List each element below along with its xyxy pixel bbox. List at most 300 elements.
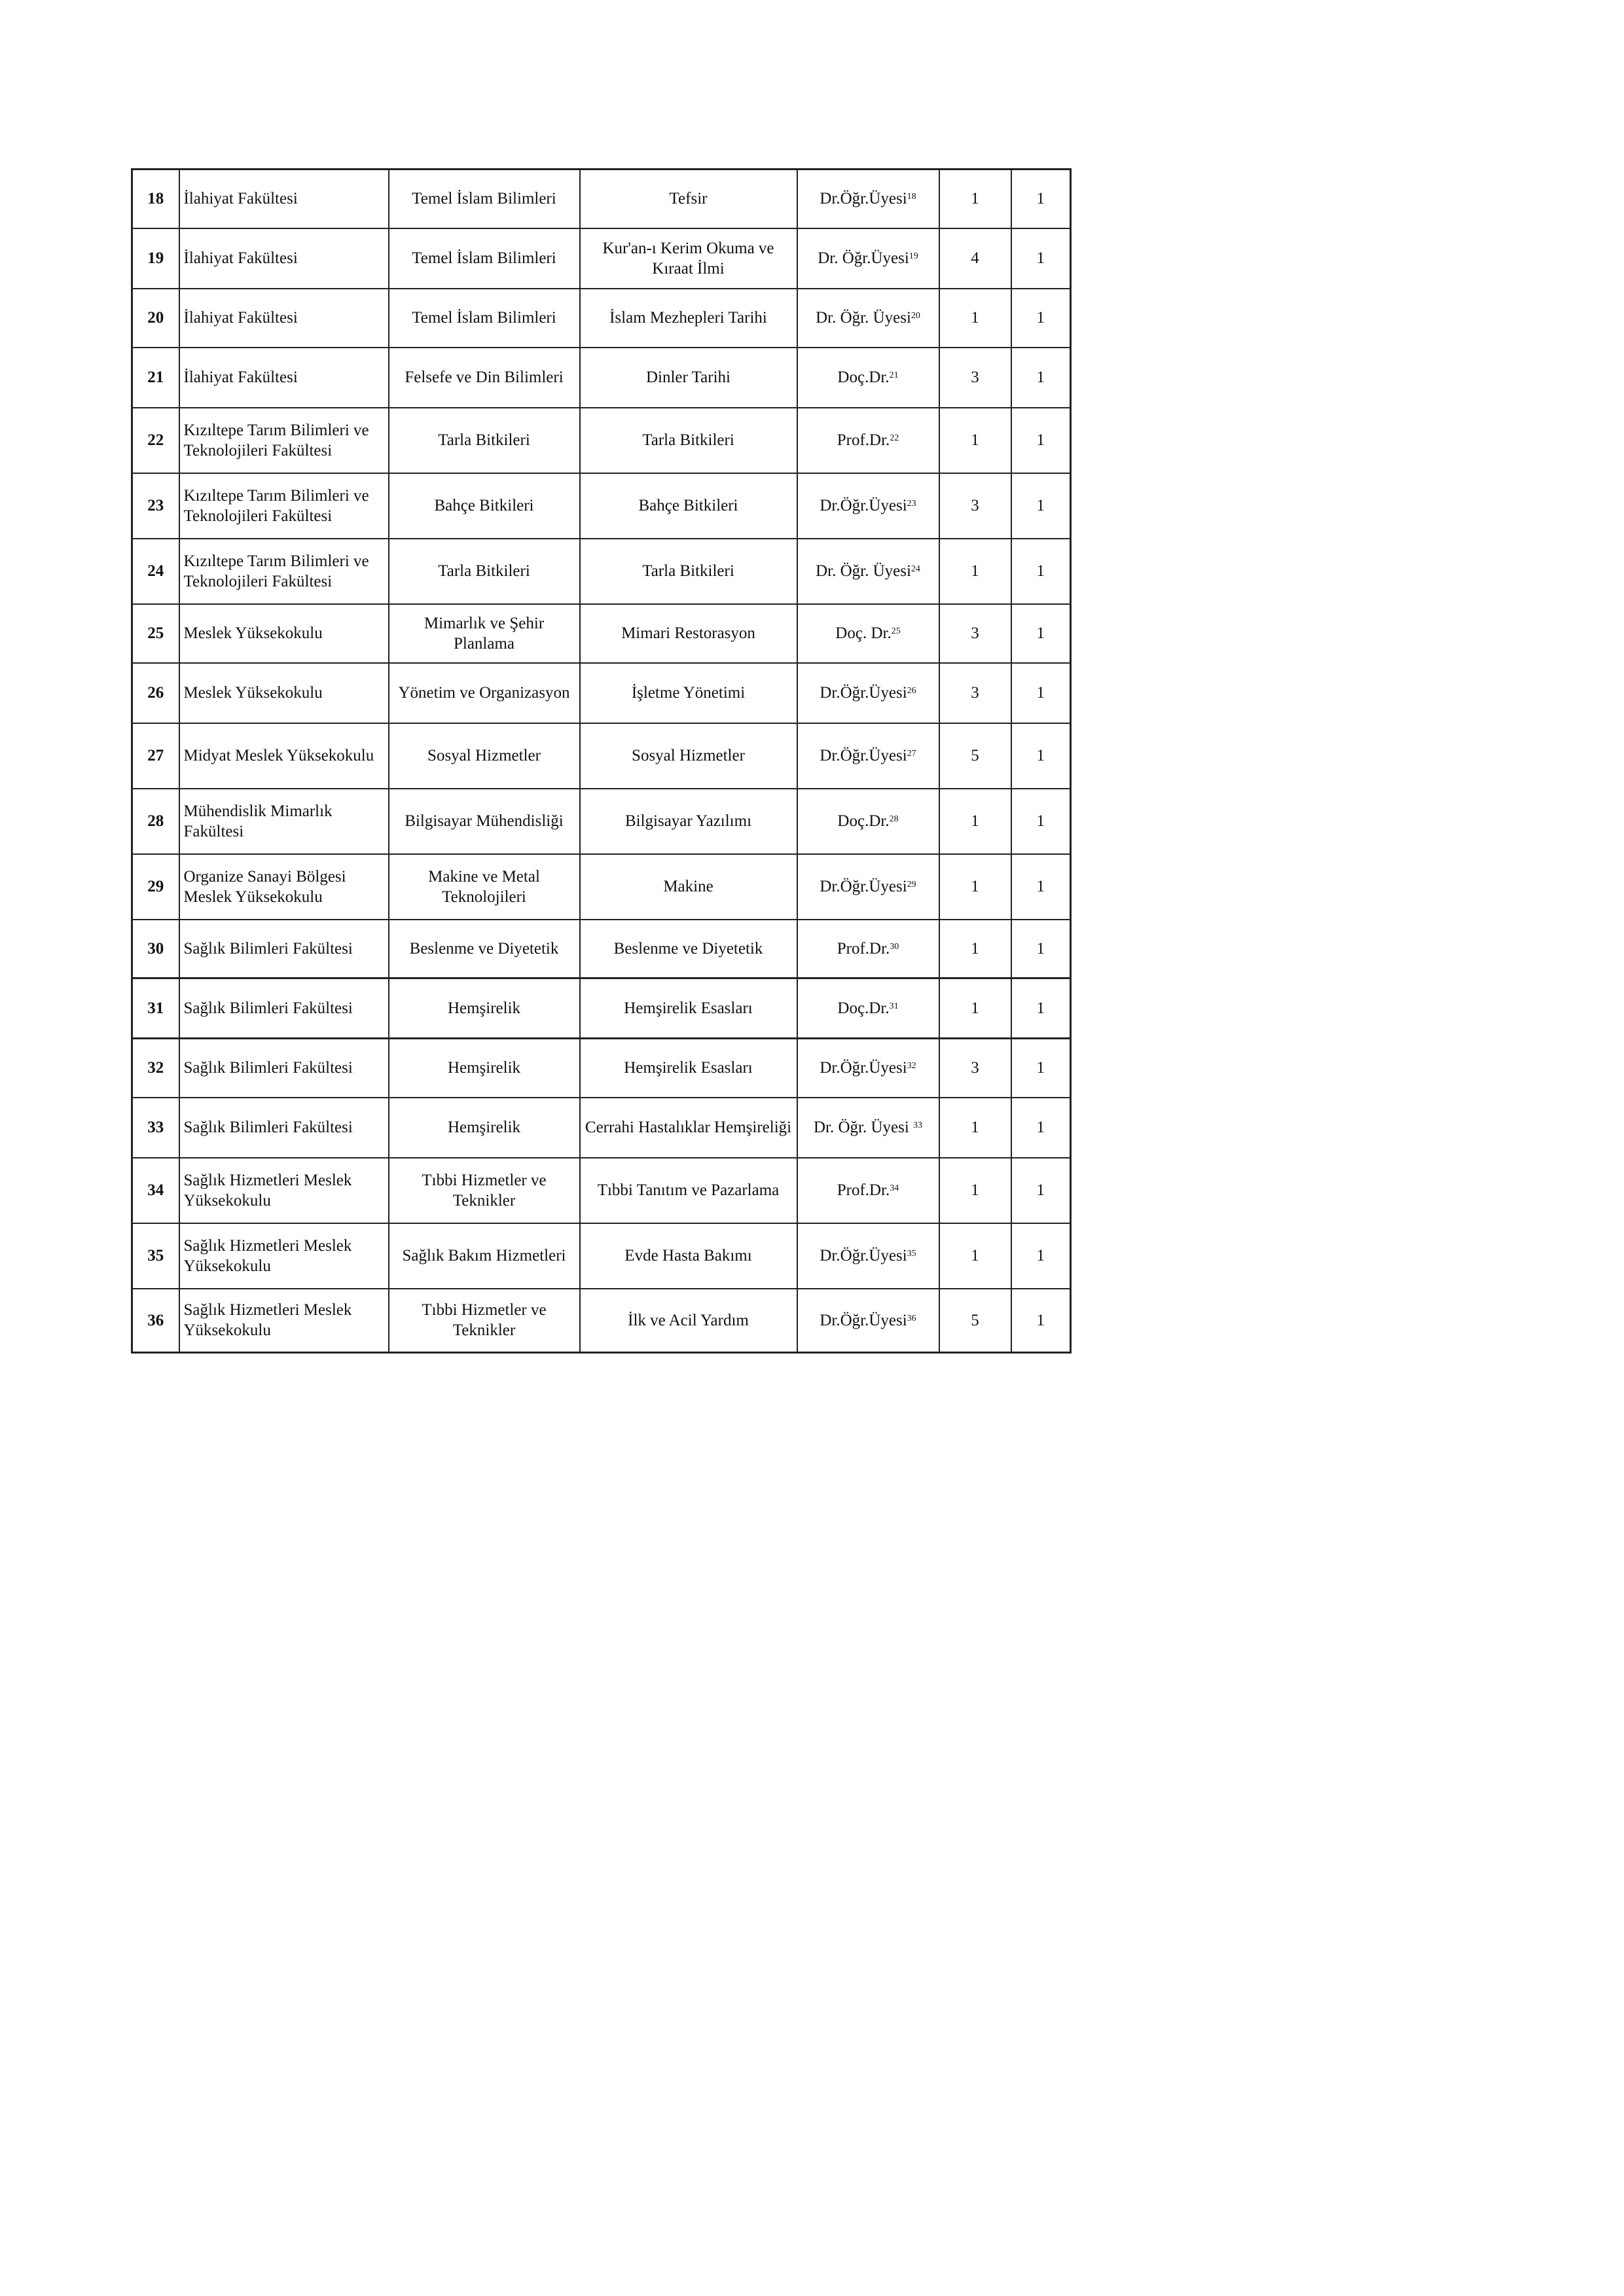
title-cell-text: Dr.Öğr.Üyesi [820, 684, 907, 702]
row-number-text: 19 [147, 249, 164, 267]
announcement-cell-text: 1 [1036, 1311, 1045, 1329]
department-cell-text: Hemşirelik [447, 1059, 521, 1077]
unit-cell-text: Midyat Meslek Yüksekokulu [183, 747, 374, 764]
department-cell [389, 1158, 580, 1223]
title-cell [797, 978, 939, 1039]
area-cell [580, 289, 797, 348]
department-cell [389, 978, 580, 1039]
row-number-text: 23 [147, 497, 164, 514]
department-cell [389, 408, 580, 473]
count-cell-text: 1 [971, 878, 979, 895]
area-cell-text: Beslenme ve Diyetetik [613, 939, 763, 958]
table-row [132, 920, 1071, 978]
positions-table-body [132, 170, 1071, 1353]
row-number [132, 228, 179, 289]
announcement-cell-text: 1 [1036, 431, 1045, 449]
table-row [132, 170, 1071, 228]
department-cell [389, 1098, 580, 1158]
row-number [132, 1098, 179, 1158]
row-number [132, 604, 179, 663]
footnote-marker: 18 [907, 192, 916, 202]
row-number [132, 1039, 179, 1098]
unit-cell-text: Kızıltepe Tarım Bilimleri ve Teknolojileri Fakültesi [183, 421, 369, 459]
table-row [132, 539, 1071, 604]
announcement-cell [1011, 920, 1071, 978]
announcement-cell [1011, 1289, 1071, 1353]
row-number-text: 31 [147, 999, 164, 1017]
title-cell [797, 408, 939, 473]
title-cell [797, 1098, 939, 1158]
announcement-cell [1011, 723, 1071, 789]
row-number [132, 539, 179, 604]
department-cell-text: Temel İslam Bilimleri [412, 190, 556, 208]
announcement-cell-text: 1 [1036, 812, 1045, 830]
row-number-text: 25 [147, 624, 164, 642]
announcement-cell [1011, 604, 1071, 663]
area-cell [580, 348, 797, 408]
announcement-cell-text: 1 [1036, 562, 1045, 580]
announcement-cell [1011, 408, 1071, 473]
row-number-text: 26 [147, 684, 164, 702]
table-row [132, 1098, 1071, 1158]
unit-cell [179, 854, 389, 920]
footnote-marker: 30 [890, 941, 899, 952]
announcement-cell [1011, 289, 1071, 348]
row-number [132, 723, 179, 789]
title-cell-text: Dr. Öğr. Üyesi [813, 1119, 914, 1136]
row-number [132, 1289, 179, 1353]
title-cell [797, 348, 939, 408]
department-cell-text: Temel İslam Bilimleri [412, 249, 556, 267]
department-cell [389, 663, 580, 723]
area-cell [580, 854, 797, 920]
unit-cell-text: Meslek Yüksekokulu [183, 684, 323, 702]
count-cell-text: 1 [971, 562, 979, 580]
count-cell [939, 663, 1011, 723]
unit-cell [179, 408, 389, 473]
area-cell [580, 1289, 797, 1353]
count-cell [939, 539, 1011, 604]
title-cell-text: Dr. Öğr. Üyesi [816, 309, 911, 327]
unit-cell [179, 170, 389, 228]
announcement-cell-text: 1 [1036, 1247, 1045, 1265]
area-cell-text: Tıbbi Tanıtım ve Pazarlama [597, 1181, 780, 1199]
table-row [132, 854, 1071, 920]
count-cell-text: 1 [971, 812, 979, 830]
announcement-cell-text: 1 [1036, 939, 1045, 958]
count-cell [939, 1289, 1011, 1353]
department-cell-text: Beslenme ve Diyetetik [409, 939, 559, 958]
area-cell [580, 408, 797, 473]
row-number-text: 24 [147, 562, 164, 580]
department-cell-text: Tarla Bitkileri [438, 562, 530, 580]
title-cell-text: Prof.Dr. [837, 431, 890, 449]
unit-cell-text: İlahiyat Fakültesi [183, 368, 298, 386]
department-cell-text: Felsefe ve Din Bilimleri [405, 368, 564, 386]
unit-cell [179, 348, 389, 408]
table-row [132, 789, 1071, 854]
department-cell-text: Temel İslam Bilimleri [412, 309, 556, 327]
announcement-cell-text: 1 [1036, 1119, 1045, 1136]
count-cell [939, 473, 1011, 539]
title-cell [797, 723, 939, 789]
footnote-marker: 32 [907, 1061, 916, 1071]
department-cell-text: Bilgisayar Mühendisliği [405, 812, 564, 830]
count-cell-text: 5 [971, 747, 979, 764]
unit-cell [179, 920, 389, 978]
area-cell [580, 170, 797, 228]
title-cell [797, 170, 939, 228]
unit-cell [179, 604, 389, 663]
unit-cell-text: Organize Sanayi Bölgesi Meslek Yüksekokulu [183, 867, 346, 906]
row-number-text: 20 [147, 309, 164, 327]
title-cell [797, 228, 939, 289]
department-cell-text: Yönetim ve Organizasyon [398, 684, 570, 702]
unit-cell-text: Kızıltepe Tarım Bilimleri ve Teknolojileri Fakültesi [183, 552, 369, 590]
area-cell [580, 604, 797, 663]
announcement-cell-text: 1 [1036, 747, 1045, 764]
row-number-text: 22 [147, 431, 164, 449]
row-number-text: 18 [147, 190, 164, 208]
area-cell-text: Dinler Tarihi [645, 368, 731, 386]
area-cell-text: Tarla Bitkileri [642, 562, 734, 580]
title-cell [797, 539, 939, 604]
count-cell [939, 289, 1011, 348]
row-number-text: 32 [147, 1059, 164, 1077]
footnote-marker: 21 [889, 370, 899, 380]
unit-cell-text: Meslek Yüksekokulu [183, 624, 323, 642]
unit-cell-text: Sağlık Bilimleri Fakültesi [183, 939, 353, 958]
unit-cell-text: İlahiyat Fakültesi [183, 190, 298, 208]
row-number [132, 408, 179, 473]
title-cell-text: Dr. Öğr. Üyesi [816, 562, 911, 580]
area-cell-text: Evde Hasta Bakımı [624, 1247, 752, 1265]
count-cell-text: 3 [971, 1059, 979, 1077]
title-cell-text: Prof.Dr. [837, 1181, 890, 1199]
title-cell-text: Dr.Öğr.Üyesi [820, 190, 907, 208]
table-row [132, 1039, 1071, 1098]
row-number-text: 29 [147, 878, 164, 895]
announcement-cell [1011, 978, 1071, 1039]
announcement-cell-text: 1 [1036, 309, 1045, 327]
area-cell-text: Makine [663, 878, 713, 895]
table-row [132, 723, 1071, 789]
department-cell [389, 170, 580, 228]
table-row [132, 663, 1071, 723]
row-number [132, 978, 179, 1039]
title-cell-text: Doç. Dr. [835, 624, 892, 642]
area-cell [580, 789, 797, 854]
unit-cell [179, 723, 389, 789]
footnote-marker: 23 [907, 499, 916, 509]
count-cell [939, 789, 1011, 854]
announcement-cell [1011, 170, 1071, 228]
area-cell-text: Bahçe Bitkileri [638, 497, 738, 514]
announcement-cell [1011, 473, 1071, 539]
unit-cell-text: Sağlık Hizmetleri Meslek Yüksekokulu [183, 1301, 352, 1340]
title-cell-text: Doç.Dr. [837, 999, 890, 1017]
unit-cell [179, 1289, 389, 1353]
footnote-marker: 27 [907, 749, 916, 759]
unit-cell [179, 1158, 389, 1223]
title-cell-text: Doç.Dr. [837, 812, 890, 830]
unit-cell [179, 289, 389, 348]
title-cell-text: Dr.Öğr.Üyesi [820, 878, 907, 895]
row-number [132, 920, 179, 978]
department-cell-text: Tıbbi Hizmetler ve Teknikler [422, 1301, 547, 1340]
department-cell [389, 1223, 580, 1289]
announcement-cell-text: 1 [1036, 1181, 1045, 1199]
row-number [132, 789, 179, 854]
footnote-marker: 36 [907, 1313, 916, 1323]
table-row [132, 289, 1071, 348]
row-number [132, 473, 179, 539]
footnote-marker: 26 [907, 686, 916, 696]
row-number [132, 348, 179, 408]
area-cell [580, 473, 797, 539]
unit-cell-text: Sağlık Bilimleri Fakültesi [183, 1119, 353, 1136]
title-cell [797, 289, 939, 348]
area-cell-text: Hemşirelik Esasları [624, 1059, 753, 1077]
department-cell-text: Tarla Bitkileri [438, 431, 530, 449]
count-cell-text: 1 [971, 1247, 979, 1265]
footnote-marker: 34 [890, 1183, 899, 1193]
count-cell-text: 1 [971, 309, 979, 327]
unit-cell-text: Kızıltepe Tarım Bilimleri ve Teknolojileri Fakültesi [183, 486, 369, 525]
table-row [132, 348, 1071, 408]
title-cell-text: Dr.Öğr.Üyesi [820, 1247, 907, 1265]
department-cell-text: Makine ve Metal Teknolojileri [428, 867, 540, 906]
count-cell-text: 1 [971, 939, 979, 958]
department-cell [389, 789, 580, 854]
announcement-cell [1011, 854, 1071, 920]
announcement-cell-text: 1 [1036, 878, 1045, 895]
announcement-cell [1011, 1223, 1071, 1289]
title-cell [797, 473, 939, 539]
unit-cell-text: Mühendislik Mimarlık Fakültesi [183, 802, 333, 840]
unit-cell-text: Sağlık Bilimleri Fakültesi [183, 1059, 353, 1077]
row-number [132, 1158, 179, 1223]
department-cell [389, 228, 580, 289]
table-row [132, 408, 1071, 473]
unit-cell [179, 228, 389, 289]
area-cell [580, 1158, 797, 1223]
department-cell [389, 604, 580, 663]
unit-cell [179, 663, 389, 723]
area-cell [580, 723, 797, 789]
department-cell [389, 539, 580, 604]
department-cell [389, 723, 580, 789]
area-cell [580, 1223, 797, 1289]
footnote-marker: 25 [891, 626, 901, 636]
unit-cell-text: Sağlık Bilimleri Fakültesi [183, 999, 353, 1017]
count-cell-text: 1 [971, 431, 979, 449]
announcement-cell [1011, 663, 1071, 723]
count-cell-text: 3 [971, 684, 979, 702]
title-cell [797, 920, 939, 978]
area-cell-text: Tefsir [669, 190, 708, 208]
announcement-cell [1011, 1098, 1071, 1158]
area-cell-text: Sosyal Hizmetler [632, 747, 745, 764]
announcement-cell [1011, 539, 1071, 604]
title-cell-text: Prof.Dr. [837, 939, 890, 958]
area-cell-text: İşletme Yönetimi [631, 684, 746, 702]
announcement-cell [1011, 228, 1071, 289]
row-number-text: 36 [147, 1311, 164, 1329]
announcement-cell-text: 1 [1036, 497, 1045, 514]
title-cell [797, 789, 939, 854]
department-cell [389, 1039, 580, 1098]
row-number-text: 35 [147, 1247, 164, 1265]
row-number [132, 663, 179, 723]
area-cell [580, 663, 797, 723]
table-row [132, 978, 1071, 1039]
area-cell-text: Kur'an-ı Kerim Okuma ve Kıraat İlmi [602, 239, 774, 278]
announcement-cell-text: 1 [1036, 1059, 1045, 1077]
row-number-text: 27 [147, 747, 164, 764]
department-cell [389, 473, 580, 539]
announcement-cell-text: 1 [1036, 999, 1045, 1017]
count-cell-text: 3 [971, 368, 979, 386]
title-cell [797, 1158, 939, 1223]
area-cell [580, 1098, 797, 1158]
unit-cell-text: Sağlık Hizmetleri Meslek Yüksekokulu [183, 1171, 352, 1210]
count-cell-text: 4 [971, 249, 979, 267]
title-cell [797, 1289, 939, 1353]
announcement-cell [1011, 348, 1071, 408]
row-number [132, 854, 179, 920]
department-cell [389, 854, 580, 920]
area-cell [580, 539, 797, 604]
unit-cell-text: İlahiyat Fakültesi [183, 249, 298, 267]
footnote-marker: 31 [889, 1001, 899, 1011]
area-cell [580, 228, 797, 289]
count-cell-text: 1 [971, 1119, 979, 1136]
footnote-marker: 24 [911, 564, 920, 574]
count-cell-text: 1 [971, 190, 979, 208]
announcement-cell-text: 1 [1036, 624, 1045, 642]
announcement-cell [1011, 1039, 1071, 1098]
title-cell-text: Doç.Dr. [837, 368, 890, 386]
footnote-marker: 20 [911, 311, 920, 321]
title-cell-text: Dr.Öğr.Üyesi [820, 497, 907, 514]
area-cell-text: Hemşirelik Esasları [624, 999, 753, 1017]
area-cell-text: Bilgisayar Yazılımı [624, 812, 752, 830]
announcement-cell [1011, 789, 1071, 854]
count-cell [939, 1098, 1011, 1158]
unit-cell [179, 473, 389, 539]
unit-cell-text: İlahiyat Fakültesi [183, 309, 298, 327]
positions-table [131, 168, 1072, 1354]
unit-cell [179, 539, 389, 604]
count-cell-text: 1 [971, 1181, 979, 1199]
count-cell [939, 228, 1011, 289]
department-cell [389, 348, 580, 408]
area-cell [580, 920, 797, 978]
department-cell-text: Hemşirelik [447, 1119, 521, 1136]
title-cell [797, 663, 939, 723]
title-cell-text: Dr.Öğr.Üyesi [820, 747, 907, 764]
count-cell [939, 1158, 1011, 1223]
department-cell-text: Bahçe Bitkileri [434, 497, 534, 514]
count-cell-text: 1 [971, 999, 979, 1017]
row-number-text: 28 [147, 812, 164, 830]
department-cell [389, 920, 580, 978]
department-cell [389, 289, 580, 348]
unit-cell [179, 1223, 389, 1289]
footnote-marker: 35 [907, 1249, 916, 1259]
unit-cell [179, 789, 389, 854]
area-cell-text: İlk ve Acil Yardım [628, 1311, 749, 1329]
title-cell-text: Dr.Öğr.Üyesi [820, 1311, 907, 1329]
department-cell-text: Tıbbi Hizmetler ve Teknikler [422, 1171, 547, 1210]
title-cell [797, 604, 939, 663]
row-number [132, 1223, 179, 1289]
announcement-cell [1011, 1158, 1071, 1223]
area-cell-text: Mimari Restorasyon [621, 624, 755, 642]
footnote-marker: 22 [890, 433, 899, 443]
title-cell [797, 1039, 939, 1098]
announcement-cell-text: 1 [1036, 249, 1045, 267]
row-number-text: 34 [147, 1181, 164, 1199]
count-cell [939, 170, 1011, 228]
count-cell-text: 3 [971, 497, 979, 514]
footnote-marker: 19 [909, 251, 918, 261]
area-cell [580, 978, 797, 1039]
table-row [132, 1158, 1071, 1223]
count-cell [939, 1039, 1011, 1098]
title-cell [797, 1223, 939, 1289]
count-cell [939, 1223, 1011, 1289]
row-number [132, 289, 179, 348]
table-row [132, 473, 1071, 539]
count-cell-text: 5 [971, 1311, 979, 1329]
count-cell [939, 408, 1011, 473]
table-row [132, 1289, 1071, 1353]
footnote-marker: 29 [907, 880, 916, 889]
row-number-text: 21 [147, 368, 164, 386]
department-cell-text: Mimarlık ve Şehir Planlama [424, 614, 545, 653]
area-cell-text: Tarla Bitkileri [642, 431, 734, 449]
table-row [132, 1223, 1071, 1289]
title-cell-text: Dr.Öğr.Üyesi [820, 1059, 907, 1077]
footnote-marker: 28 [889, 814, 899, 824]
unit-cell [179, 978, 389, 1039]
unit-cell [179, 1098, 389, 1158]
area-cell [580, 1039, 797, 1098]
row-number-text: 33 [147, 1119, 164, 1136]
table-row [132, 228, 1071, 289]
count-cell [939, 920, 1011, 978]
department-cell-text: Hemşirelik [447, 999, 521, 1017]
title-cell-text: Dr. Öğr.Üyesi [818, 249, 909, 267]
count-cell [939, 978, 1011, 1039]
area-cell-text: Cerrahi Hastalıklar Hemşireliği [585, 1119, 792, 1136]
row-number-text: 30 [147, 939, 164, 958]
footnote-marker: 33 [913, 1121, 923, 1130]
count-cell [939, 723, 1011, 789]
row-number [132, 170, 179, 228]
announcement-cell-text: 1 [1036, 684, 1045, 702]
department-cell-text: Sağlık Bakım Hizmetleri [402, 1247, 566, 1265]
unit-cell [179, 1039, 389, 1098]
table-row [132, 604, 1071, 663]
unit-cell-text: Sağlık Hizmetleri Meslek Yüksekokulu [183, 1236, 352, 1275]
announcement-cell-text: 1 [1036, 368, 1045, 386]
count-cell [939, 604, 1011, 663]
title-cell [797, 854, 939, 920]
department-cell [389, 1289, 580, 1353]
